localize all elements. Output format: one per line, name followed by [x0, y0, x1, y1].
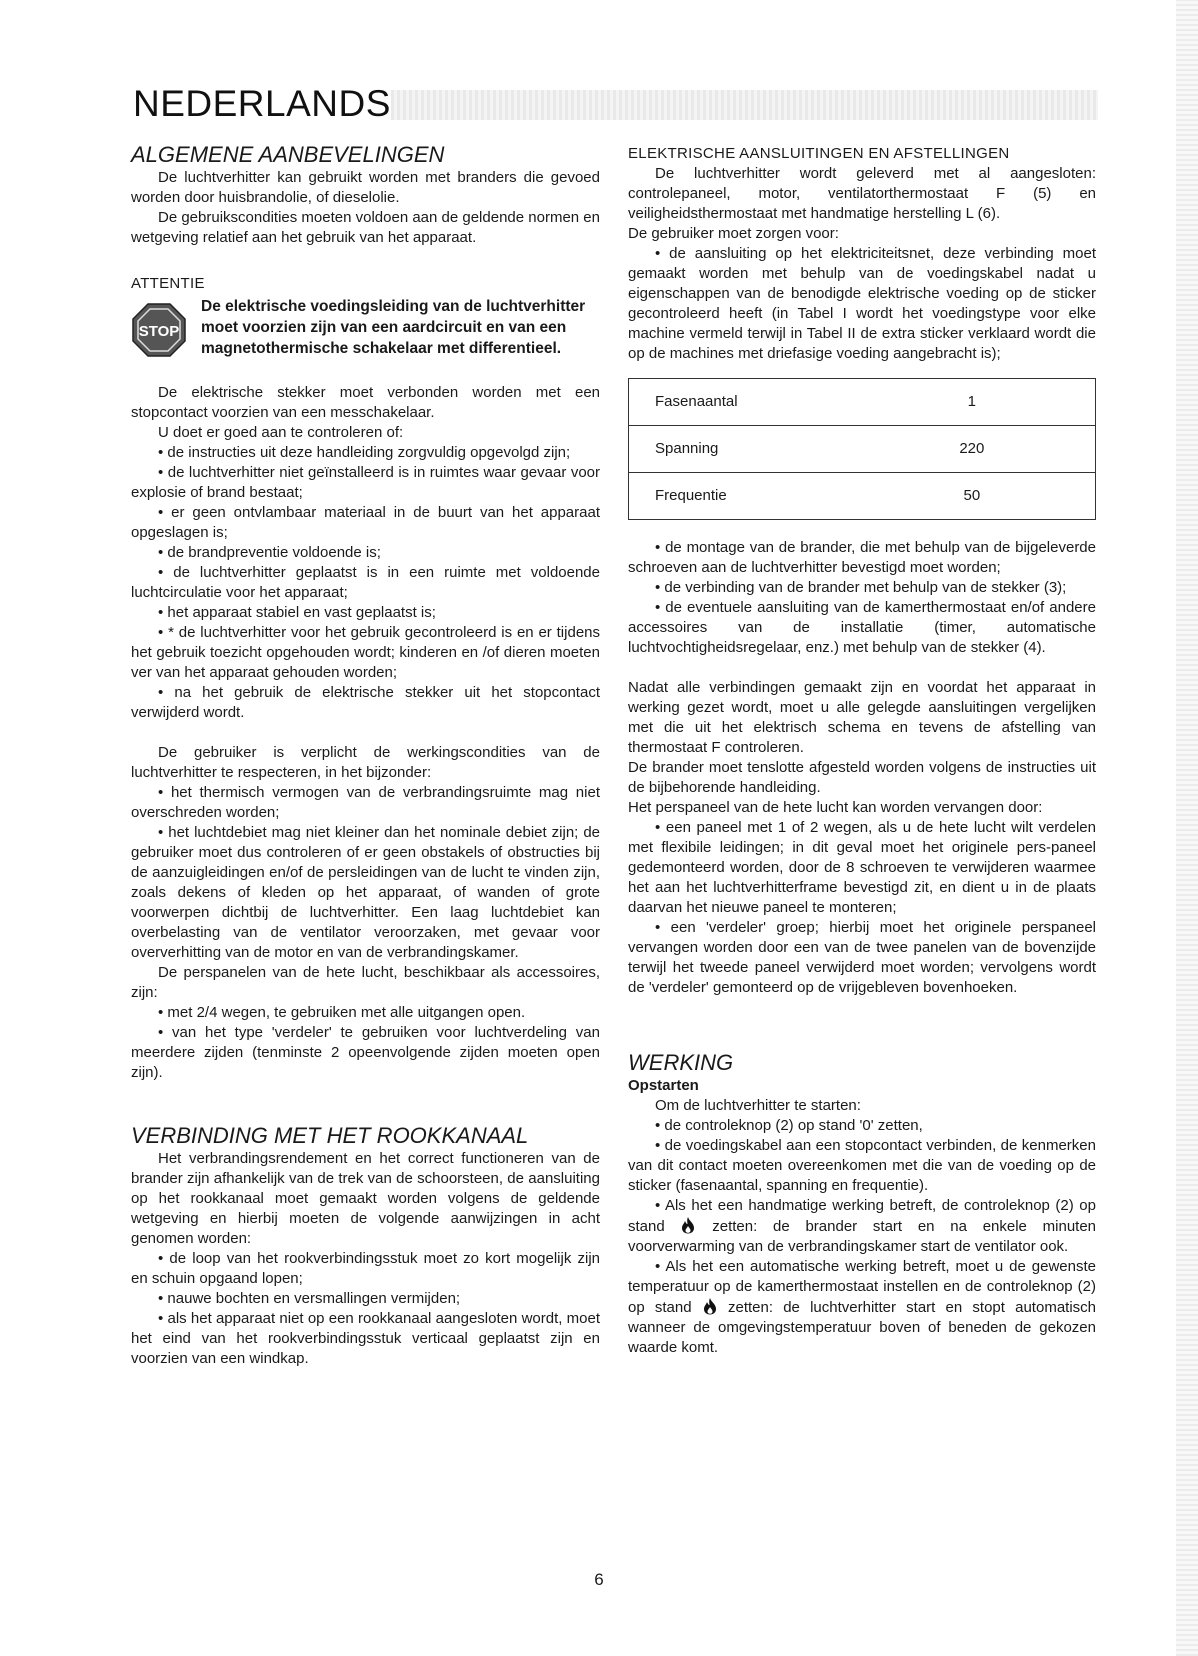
page-header: [133, 84, 1098, 124]
paragraph: Het perspaneel van de hete lucht kan worden vervangen door:: [628, 799, 1043, 816]
paragraph: De gebruiker moet zorgen voor:: [628, 225, 839, 242]
flame-icon: [680, 1216, 696, 1234]
list-item: • er geen ontvlambaar materiaal in de buurt van het apparaat opgeslagen is;: [131, 504, 600, 541]
table-cell-value: 1: [909, 379, 1096, 426]
paragraph: Om de luchtverhitter te starten:: [655, 1097, 861, 1114]
paragraph: De luchtverhitter wordt geleverd met al aangesloten: controlepaneel, motor, ventilatorthermostaat F (5) en veiligheidsthermostaat met handmatige herstelling L (6).: [628, 165, 1096, 222]
supply-table: [628, 378, 1096, 520]
table-row: [629, 426, 1096, 473]
list-item: • de brandpreventie voldoende is;: [158, 544, 381, 561]
list-item: • het thermisch vermogen van de verbrandingsruimte mag niet overschreden worden;: [131, 784, 600, 821]
auto-text-a: • Als het een automatische werking betreft, moet u de gewenste temperatuur op de kamerthermostaat instellen en de controleknop (2) op stand: [628, 1258, 1096, 1316]
manual-text-b: zetten: de brander start en na enkele minuten voorverwarming van de verbrandingskamer start de ventilator ook.: [628, 1218, 1097, 1255]
section-title-operation: WERKING: [628, 1050, 734, 1075]
table-cell-label: Frequentie: [629, 473, 909, 520]
list-item: • de instructies uit deze handleiding zorgvuldig opgevolgd zijn;: [158, 444, 571, 461]
subsection-title-startup: Opstarten: [628, 1077, 699, 1094]
list-item: • een paneel met 1 of 2 wegen, als u de hete lucht wilt verdelen met flexibile leidingen; in dit geval moet het originele pers-paneel gedemonteerd worden, door de 8 schroeven te verwijderen waarmee het aan het luchtverhitterframe bevestigd zit, en dient u in de plaats daarvan het nieuwe paneel te monteren;: [628, 819, 1096, 916]
list-item: • de luchtverhitter niet geïnstalleerd is in ruimtes waar gevaar voor explosie of brand bestaat;: [131, 464, 600, 501]
page-title: NEDERLANDS: [133, 83, 391, 124]
list-item: • de controleknop (2) op stand '0' zetten,: [655, 1117, 923, 1134]
list-item: • de aansluiting op het elektriciteitsnet, deze verbinding moet gemaakt worden met behulp van de voedingskabel nadat u eigenschappen van de benodigde elektrische voeding op de sticker gecontroleerd heeft (in Tabel I wordt het voedingstype voor elke machine vermeld terwijl in Tabel II de extra sticker verklaard wordt die op de machines met driefasige voeding aangebracht is);: [628, 245, 1096, 362]
table-row: [629, 379, 1096, 426]
table-cell-label: Fasenaantal: [629, 379, 909, 426]
list-item: • de luchtverhitter geplaatst is in een ruimte met voldoende luchtcirculatie voor het apparaat;: [131, 564, 600, 601]
list-item-manual: [628, 1196, 1096, 1257]
paragraph: De gebruikscondities moeten voldoen aan de geldende normen en wetgeving relatief aan het gebruik van het apparaat.: [131, 209, 600, 246]
manual-text-a: • Als het een handmatige werking betreft, de controleknop (2) op stand: [628, 1197, 1096, 1235]
list-item-auto: [628, 1257, 1096, 1358]
list-item: • de verbinding van de brander met behulp van de stekker (3);: [655, 579, 1067, 596]
list-item: • de voedingskabel aan een stopcontact verbinden, de kenmerken van dit contact moeten overeenkomen met die van de voeding op de sticker (fasenaantal, spanning en frequentie).: [628, 1137, 1096, 1194]
list-item: • het luchtdebiet mag niet kleiner dan het nominale debiet zijn; de gebruiker moet dus controleren of er geen obstakels of obstructies bij de aanzuigleidingen en/of de persleidingen van de lucht te vinden zijn, zoals dekens of kleden op het apparaat, of wanden of grote voorwerpen dichtbij de luchtverhitter. Een laag luchtdebiet kan overbelasting van de ventilator veroorzaken, met gevaar voor oververhitting van de motor en van de verbrandingskamer.: [131, 824, 600, 961]
left-column: [131, 142, 600, 1369]
list-item: • het apparaat stabiel en vast geplaatst is;: [158, 604, 436, 621]
scan-edge: [1176, 0, 1198, 1656]
right-column: [628, 144, 1096, 1358]
paragraph: De perspanelen van de hete lucht, beschikbaar als accessoires, zijn:: [131, 964, 600, 1001]
paragraph: U doet er goed aan te controleren of:: [158, 424, 404, 441]
paragraph: De luchtverhitter kan gebruikt worden met branders die gevoed worden door huisbrandolie, of dieselolie.: [131, 169, 600, 206]
paragraph: Nadat alle verbindingen gemaakt zijn en voordat het apparaat in werking gezet wordt, moet u alle gelegde aansluitingen vergelijken met die uit het elektrisch schema en tevens de afstelling van thermostaat F controleren.: [628, 679, 1096, 756]
table-row: [629, 473, 1096, 520]
list-item: • na het gebruik de elektrische stekker uit het stopcontact verwijderd wordt.: [131, 684, 600, 721]
table-cell-label: Spanning: [629, 426, 909, 473]
list-item: • de eventuele aansluiting van de kamerthermostaat en/of andere accessoires van de installatie (timer, automatische luchtvochtigheidsregelaar, enz.) met behulp van de stekker (4).: [628, 599, 1096, 656]
list-item: • de montage van de brander, die met behulp van de bijgeleverde schroeven aan de luchtverhitter bevestigd moet worden;: [628, 539, 1096, 576]
paragraph: De elektrische stekker moet verbonden worden met een stopcontact voorzien van een messchakelaar.: [131, 384, 600, 421]
stop-sign-icon: [131, 302, 187, 358]
section-title-electrical: ELEKTRISCHE AANSLUITINGEN EN AFSTELLINGEN: [628, 145, 1010, 162]
paragraph: De gebruiker is verplicht de werkingscondities van de luchtverhitter te respecteren, in het bijzonder:: [131, 744, 600, 781]
list-item: • nauwe bochten en versmallingen vermijden;: [158, 1290, 461, 1307]
list-item: • een 'verdeler' groep; hierbij moet het originele perspaneel vervangen worden door een van de twee panelen van de bovenzijde terwijl het tweede paneel verwijderd moet worden; vervolgens wordt de 'verdeler' gemonteerd op de vrijgebleven bovenhoeken.: [628, 919, 1096, 996]
attention-label: ATTENTIE: [131, 275, 205, 292]
auto-text-b: zetten: de luchtverhitter start en stopt automatisch wanneer de omgevingstemperatuur boven of beneden de gekozen waarde komt.: [628, 1299, 1096, 1356]
table-cell-value: 50: [909, 473, 1096, 520]
paragraph: De brander moet tenslotte afgesteld worden volgens de instructies uit de bijbehorende handleiding.: [628, 759, 1096, 796]
flame-icon: [702, 1297, 718, 1315]
list-item: • de loop van het rookverbindingsstuk moet zo kort mogelijk zijn en schuin opgaand lopen;: [131, 1250, 600, 1287]
table-cell-value: 220: [909, 426, 1096, 473]
stop-sign-label: STOP: [138, 323, 180, 340]
list-item: • van het type 'verdeler' te gebruiken voor luchtverdeling van meerdere zijden (tenminste 2 opeenvolgende zijden moeten open zijn).: [131, 1024, 600, 1081]
paragraph: Het verbrandingsrendement en het correct functioneren van de brander zijn afhankelijk van de trek van de schoorsteen, de aansluiting op het rookkanaal moet gemaakt worden volgens de geldende wetgeving en hierbij moeten de volgende aanwijzingen in acht genomen worden:: [131, 1150, 600, 1247]
section-title-flue: VERBINDING MET HET ROOKKANAAL: [131, 1123, 529, 1148]
attention-text: De elektrische voedingsleiding van de luchtverhitter moet voorzien zijn van een aardcircuit en van een magnetothermische schakelaar met differentieel.: [201, 298, 586, 357]
section-title-general: ALGEMENE AANBEVELINGEN: [131, 142, 445, 167]
title-shade-bar: [391, 90, 1098, 120]
list-item: • met 2/4 wegen, te gebruiken met alle uitgangen open.: [158, 1004, 526, 1021]
list-item: • * de luchtverhitter voor het gebruik gecontroleerd is en er tijdens het gebruik toezicht opgehouden wordt; kinderen en /of dieren moeten ver van het apparaat gehouden worden;: [131, 624, 600, 681]
page-number: 6: [594, 1570, 604, 1589]
attention-box: [131, 296, 600, 359]
list-item: • als het apparaat niet op een rookkanaal aangesloten wordt, moet het eind van het rookverbindingsstuk verticaal geplaatst zijn en voorzien van een windkap.: [131, 1310, 600, 1367]
